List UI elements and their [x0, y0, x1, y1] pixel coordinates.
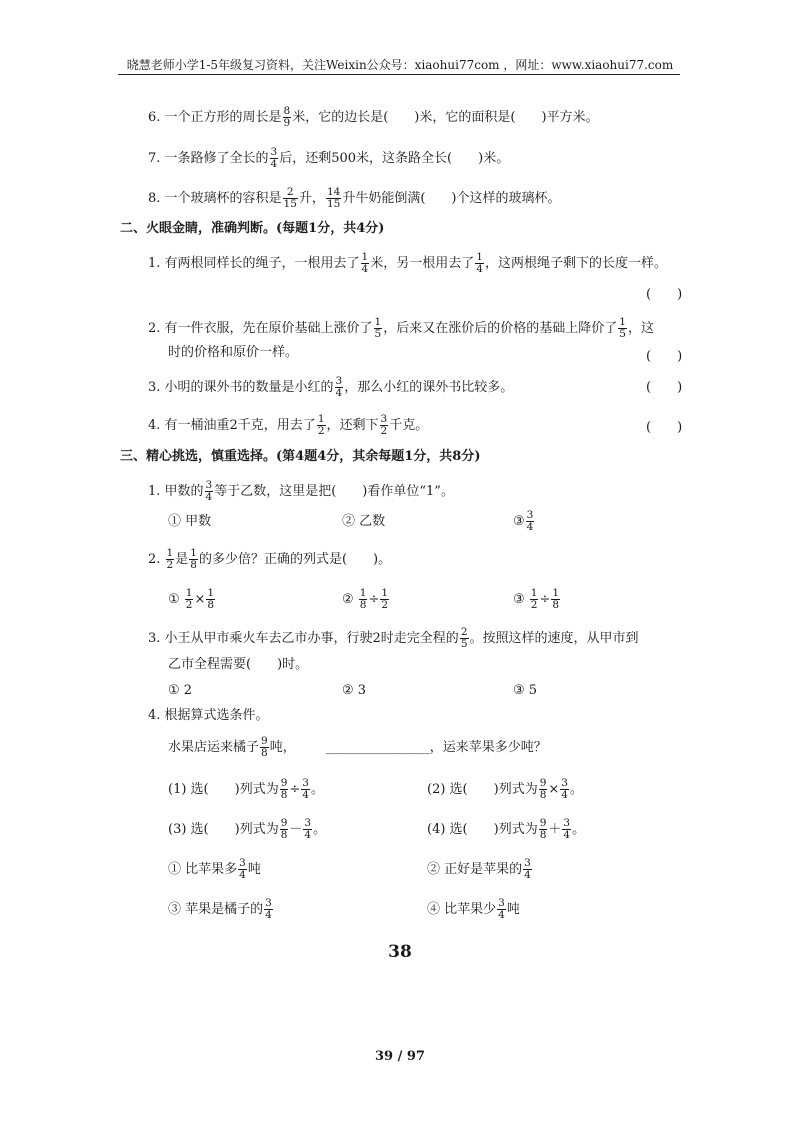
question-8: 8. 一个玻璃杯的容积是 $\frac{2}{15}$ 升， $\frac{14}{15}$ 升牛奶能倒满( )个这样的玻璃杯。: [148, 186, 561, 211]
sub-question-3: (3) 选( )列式为 $\frac{9}{8}$ － $\frac{3}{4}$ 。: [168, 817, 327, 842]
denominator: 8: [539, 789, 547, 802]
condition-3[interactable]: ③ 苹果是橘子的 $\frac{3}{4}$: [168, 897, 272, 922]
choice-question-4: 4. 根据算式选条件。: [148, 708, 269, 723]
fraction: [530, 588, 539, 611]
fraction: [335, 376, 344, 399]
denominator: 4: [563, 829, 571, 842]
fraction: [283, 106, 292, 129]
numerator: 14: [326, 186, 341, 198]
denominator: 4: [524, 869, 531, 882]
fraction: [260, 736, 269, 759]
fraction: [189, 548, 198, 571]
fraction: [374, 317, 383, 340]
denominator: 5: [374, 328, 382, 341]
numerator: 1: [185, 587, 193, 599]
page-number: 38: [388, 942, 412, 962]
answer-paren[interactable]: ( ): [646, 349, 683, 364]
numerator: 3: [380, 413, 388, 425]
numerator: 1: [359, 587, 367, 599]
judge-question-2: 2. 有一件衣服，先在原价基础上涨价了 $\frac{1}{5}$ ，后来又在涨价后的价格的基础上降价了 $\frac{1}{5}$ ，这: [148, 316, 654, 341]
fraction: [205, 480, 214, 503]
fraction: [280, 818, 289, 841]
denominator: 4: [302, 789, 309, 802]
denominator: 8: [207, 599, 215, 612]
numerator: 1: [166, 547, 174, 559]
question-7: 7. 一条路修了全长的 $\frac{3}{4}$ 后，还剩500米，这条路全长( )米。: [148, 146, 510, 171]
option-1[interactable]: ① 2: [168, 683, 193, 698]
denominator: 4: [205, 491, 213, 504]
fraction: [317, 414, 326, 437]
page-count: 39 / 97: [375, 1049, 425, 1064]
fraction: [283, 187, 298, 210]
denominator: 8: [539, 829, 547, 842]
denominator: 8: [261, 747, 268, 760]
fraction: [380, 414, 389, 437]
fraction: [238, 858, 247, 881]
numerator: 9: [539, 777, 547, 789]
answer-paren[interactable]: ( ): [646, 287, 683, 302]
option-1[interactable]: ① 甲数: [168, 514, 212, 529]
numerator: 1: [361, 251, 369, 263]
fraction: [618, 317, 627, 340]
numerator: 3: [270, 146, 278, 158]
denominator: 2: [317, 425, 325, 438]
fraction: [497, 898, 506, 921]
question-6: 6. 一个正方形的周长是 $\frac{8}{9}$ 米，它的边长是( )米，它的面积是( )平方米。: [148, 105, 599, 130]
option-3[interactable]: ③ $\frac{1}{2}$ ÷ $\frac{1}{8}$: [513, 587, 560, 612]
fraction: [361, 252, 370, 275]
numerator: 3: [498, 897, 505, 909]
numerator: 3: [335, 375, 343, 387]
fraction: [460, 627, 469, 650]
fraction: [270, 147, 279, 170]
condition-4[interactable]: ④ 比苹果少 $\frac{3}{4}$ 吨: [427, 897, 520, 922]
condition-1[interactable]: ① 比苹果多 $\frac{3}{4}$ 吨: [168, 857, 261, 882]
sub-question-2: (2) 选( )列式为 $\frac{9}{8}$ × $\frac{3}{4}$ 。: [427, 777, 583, 802]
numerator: 1: [190, 547, 197, 559]
numerator: 1: [476, 251, 483, 263]
numerator: 3: [205, 479, 213, 491]
condition-2[interactable]: ② 正好是苹果的 $\frac{3}{4}$: [427, 857, 531, 882]
answer-paren[interactable]: ( ): [646, 420, 683, 435]
denominator: 4: [498, 909, 505, 922]
numerator: 9: [280, 777, 288, 789]
fraction: [562, 818, 571, 841]
denominator: 2: [166, 559, 174, 572]
denominator: 5: [619, 328, 626, 341]
option-2[interactable]: ② 3: [342, 683, 367, 698]
numerator: 3: [265, 897, 272, 909]
judge-question-4: 4. 有一桶油重2千克，用去了 $\frac{1}{2}$ ，还剩下 $\frac{3}{2}$ 千克。: [148, 413, 429, 438]
denominator: 4: [361, 263, 369, 276]
header-rule: [118, 74, 680, 75]
option-1[interactable]: ① $\frac{1}{2}$ × $\frac{1}{8}$: [168, 587, 215, 612]
fraction: [380, 588, 389, 611]
denominator: 4: [526, 521, 534, 534]
denominator: 4: [239, 869, 246, 882]
choice-question-1: 1. 甲数的 $\frac{3}{4}$ 等于乙数，这里是把( )看作单位“1”。: [148, 479, 454, 504]
option-2[interactable]: ② $\frac{1}{8}$ ÷ $\frac{1}{2}$: [342, 587, 389, 612]
fraction: [539, 818, 548, 841]
fraction: [560, 778, 569, 801]
fraction: [206, 588, 215, 611]
denominator: 9: [283, 117, 291, 130]
numerator: 9: [539, 817, 547, 829]
numerator: 1: [207, 587, 215, 599]
numerator: 3: [239, 857, 246, 869]
judge-question-3: 3. 小明的课外书的数量是小红的 $\frac{3}{4}$ ，那么小红的课外书比较多。: [148, 375, 514, 400]
blank-input[interactable]: ________________: [325, 740, 430, 756]
numerator: 2: [460, 626, 468, 638]
judge-question-1: 1. 有两根同样长的绳子，一根用去了 $\frac{1}{4}$ 米，另一根用去了 $\frac{1}{4}$ ，这两根绳子剩下的长度一样。: [148, 251, 667, 276]
denominator: 2: [380, 425, 388, 438]
denominator: 8: [190, 559, 197, 572]
numerator: 1: [530, 587, 538, 599]
numerator: 2: [286, 186, 294, 198]
numerator: 3: [526, 509, 534, 521]
choice-question-3-line2: 乙市全程需要( )时。: [168, 657, 309, 672]
choice-question-2: 2. $\frac{1}{2}$ 是 $\frac{1}{8}$ 的多少倍？正确的列式是( )。: [148, 547, 392, 572]
numerator: 1: [374, 316, 382, 328]
fraction: [475, 252, 484, 275]
denominator: 15: [326, 198, 341, 211]
denominator: 4: [270, 158, 278, 171]
denominator: 5: [460, 638, 468, 651]
fraction: [359, 588, 368, 611]
fraction: [301, 778, 310, 801]
answer-paren[interactable]: ( ): [646, 380, 683, 395]
numerator: 9: [261, 735, 268, 747]
option-2[interactable]: ② 乙数: [342, 514, 386, 529]
denominator: 15: [283, 198, 297, 211]
denominator: 8: [552, 599, 560, 612]
numerator: 1: [552, 587, 560, 599]
option-3[interactable]: ③ $\frac{3}{4}$: [513, 509, 534, 534]
sub-question-4: (4) 选( )列式为 $\frac{9}{8}$ ＋ $\frac{3}{4}$ 。: [427, 817, 586, 842]
denominator: 2: [530, 599, 538, 612]
denominator: 4: [304, 829, 312, 842]
numerator: 3: [561, 777, 568, 789]
section-2-title: 二、火眼金睛，准确判断。(每题1分，共4分): [120, 221, 385, 236]
numerator: 3: [304, 817, 312, 829]
numerator: 3: [302, 777, 309, 789]
denominator: 8: [359, 599, 367, 612]
denominator: 8: [280, 789, 288, 802]
fraction: [280, 778, 289, 801]
option-3[interactable]: ③ 5: [513, 683, 538, 698]
fraction: [539, 778, 548, 801]
numerator: 8: [283, 105, 291, 117]
denominator: 2: [381, 599, 389, 612]
fraction: [326, 187, 341, 210]
fraction: [523, 858, 532, 881]
fraction: [264, 898, 273, 921]
fraction: [303, 818, 312, 841]
numerator: 1: [619, 316, 626, 328]
denominator: 2: [185, 599, 193, 612]
denominator: 4: [561, 789, 568, 802]
fraction: [166, 548, 175, 571]
question-4-stem: 水果店运来橘子 $\frac{9}{8}$ 吨， ________________，运来苹果多少吨？: [168, 735, 547, 760]
numerator: 9: [280, 817, 288, 829]
choice-question-3: 3. 小王从甲市乘火车去乙市办事，行驶2时走完全程的 $\frac{2}{5}$ 。按照这样的速度，从甲市到: [148, 626, 639, 651]
section-3-title: 三、精心挑选，慎重选择。(第4题4分，其余每题1分，共8分): [120, 449, 481, 464]
numerator: 1: [317, 413, 325, 425]
page-header: 晓慧老师小学1-5年级复习资料，关注Weixin公众号：xiaohui77com ，网址：www.xiaohui77.com: [126, 58, 674, 72]
fraction: [185, 588, 194, 611]
numerator: 3: [563, 817, 571, 829]
denominator: 4: [335, 387, 343, 400]
fraction: [551, 588, 560, 611]
denominator: 8: [280, 829, 288, 842]
fraction: [526, 510, 535, 533]
numerator: 1: [381, 587, 389, 599]
judge-question-2-line2: 时的价格和原价一样。: [168, 345, 299, 360]
denominator: 4: [476, 263, 483, 276]
numerator: 3: [524, 857, 531, 869]
sub-question-1: (1) 选( )列式为 $\frac{9}{8}$ ÷ $\frac{3}{4}$ 。: [168, 777, 324, 802]
denominator: 4: [265, 909, 272, 922]
